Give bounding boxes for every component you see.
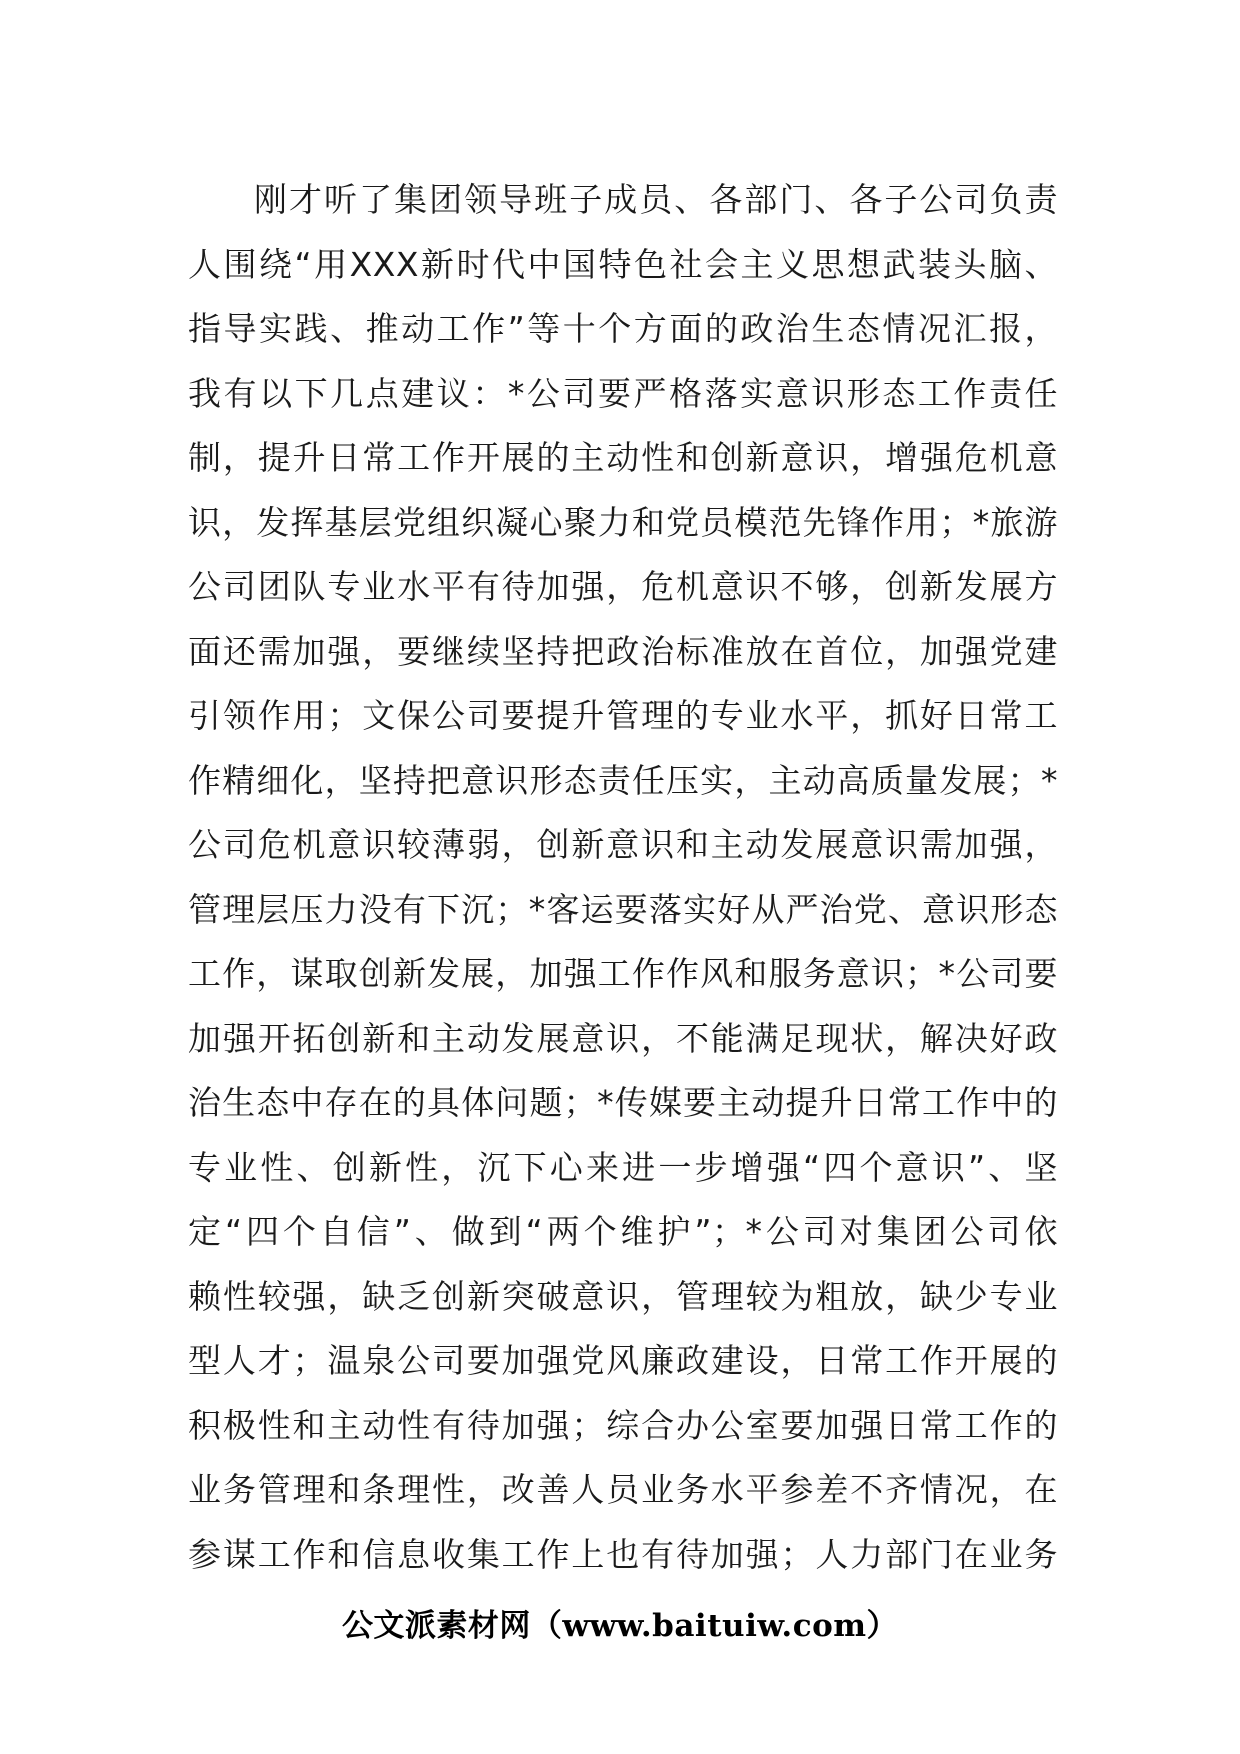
- text-line: 刚才听了集团领导班子成员、各部门、各子公司负责: [254, 180, 1058, 219]
- text-line: 管理层压力没有下沉；*客运要落实好从严治党、意识形态: [188, 889, 1058, 929]
- text-line: 面还需加强，要继续坚持把政治标准放在首位，加强党建: [188, 631, 1058, 671]
- body-paragraph: [188, 168, 1058, 1587]
- text-line: 我有以下几点建议：*公司要严格落实意识形态工作责任: [188, 373, 1058, 413]
- text-line: 作精细化，坚持把意识形态责任压实，主动高质量发展；*: [188, 760, 1058, 800]
- text-line: 公司危机意识较薄弱，创新意识和主动发展意识需加强，: [188, 825, 1058, 864]
- text-line: 公司团队专业水平有待加强，危机意识不够，创新发展方: [188, 567, 1058, 606]
- text-line: 积极性和主动性有待加强；综合办公室要加强日常工作的: [188, 1405, 1058, 1445]
- text-line: 型人才；温泉公司要加强党风廉政建设，日常工作开展的: [188, 1341, 1058, 1380]
- text-line: 指导实践、推动工作”等十个方面的政治生态情况汇报，: [188, 309, 1058, 348]
- text-line: 治生态中存在的具体问题；*传媒要主动提升日常工作中的: [188, 1083, 1058, 1122]
- footer-watermark: 公文派素材网（www.baituiw.com）: [341, 1608, 899, 1644]
- text-line: 引领作用；文保公司要提升管理的专业水平，抓好日常工: [188, 696, 1058, 735]
- text-line: 赖性较强，缺乏创新突破意识，管理较为粗放，缺少专业: [188, 1276, 1058, 1316]
- text-line: 识，发挥基层党组织凝心聚力和党员模范先锋作用；*旅游: [188, 502, 1058, 542]
- text-line: 专业性、创新性，沉下心来进一步增强“四个意识”、坚: [188, 1147, 1058, 1187]
- text-line: 工作，谋取创新发展，加强工作作风和服务意识；*公司要: [188, 954, 1058, 993]
- text-line: 加强开拓创新和主动发展意识，不能满足现状，解决好政: [188, 1018, 1058, 1058]
- text-line: 人围绕“用XXX新时代中国特色社会主义思想武装头脑、: [188, 244, 1058, 284]
- text-line: 业务管理和条理性，改善人员业务水平参差不齐情况，在: [188, 1470, 1058, 1509]
- text-line: 定“四个自信”、做到“两个维护”；*公司对集团公司依: [188, 1212, 1058, 1251]
- text-line: 制，提升日常工作开展的主动性和创新意识，增强危机意: [188, 438, 1058, 477]
- text-line: 参谋工作和信息收集工作上也有待加强；人力部门在业务: [188, 1534, 1058, 1574]
